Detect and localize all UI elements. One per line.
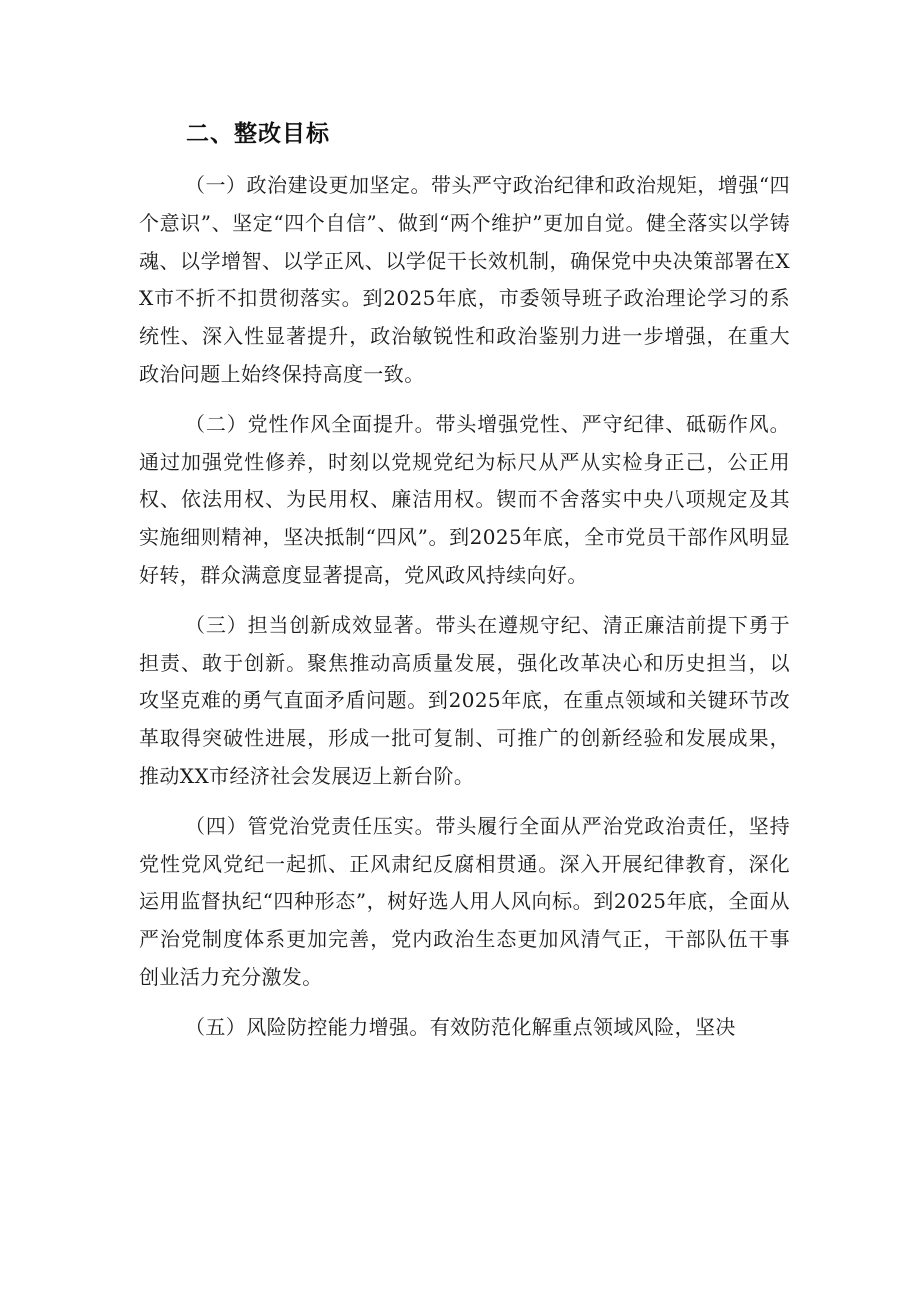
paragraph-political-construction: （一）政治建设更加坚定。带头严守政治纪律和政治规矩，增强“四个意识”、坚定“四个自信”、做到“两个维护”更加自觉。健全落实以学铸魂、以学增智、以学正风、以学促干长效机制，确保党中央决策部署在XX市不折不扣贯彻落实。到2025年底，市委领导班子政治理论学习的系统性、深入性显著提升，政治敏锐性和政治鉴别力进一步增强，在重大政治问题上始终保持高度一致。 (139, 173, 790, 386)
paragraph-innovation: （三）担当创新成效显著。带头在遵规守纪、清正廉洁前提下勇于担责、敢于创新。聚焦推动高质量发展，强化改革决心和历史担当，以攻坚克难的勇气直面矛盾问题。到2025年底，在重点领域和关键环节改革取得突破性进展，形成一批可复制、可推广的创新经验和发展成果，推动XX市经济社会发展迈上新台阶。 (139, 612, 790, 788)
paragraph-party-governance: （四）管党治党责任压实。带头履行全面从严治党政治责任，坚持党性党风党纪一起抓、正风肃纪反腐相贯通。深入开展纪律教育，深化运用监督执纪“四种形态”，树好选人用人风向标。到2025年底，全面从严治党制度体系更加完善，党内政治生态更加风清气正，干部队伍干事创业活力充分激发。 (139, 813, 790, 989)
section-title: 二、整改目标 (186, 121, 330, 147)
paragraph-party-conduct: （二）党性作风全面提升。带头增强党性、严守纪律、砥砺作风。通过加强党性修养，时刻以党规党纪为标尺从严从实检身正己，公正用权、依法用权、为民用权、廉洁用权。锲而不舍落实中央八项规定及其实施细则精神，坚决抵制“四风”。到2025年底，全市党员干部作风明显好转，群众满意度显著提高，党风政风持续向好。 (139, 411, 790, 587)
document-body (139, 117, 790, 1047)
paragraph-risk-control: （五）风险防控能力增强。有效防范化解重点领域风险，坚决 (185, 1014, 736, 1039)
heading-spacer (139, 151, 790, 155)
